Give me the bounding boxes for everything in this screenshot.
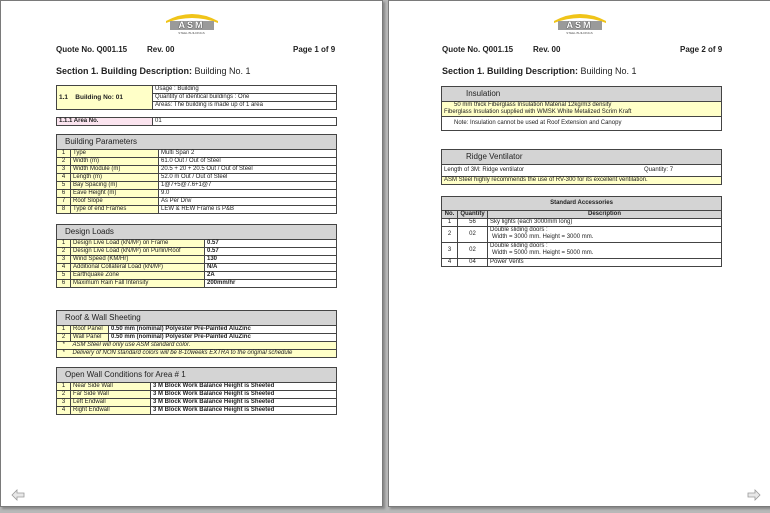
description-line: Double sliding doors : xyxy=(490,227,548,233)
parameter-row xyxy=(57,150,337,158)
row-label: Type xyxy=(71,150,159,158)
accessory-row xyxy=(442,227,722,243)
row-number: 3 xyxy=(57,256,71,264)
row-label: Wind Speed (KM/Hr) xyxy=(71,256,205,264)
row-number: 4 xyxy=(57,407,71,415)
row-value: 3 M Block Work Balance Height is Sheeted xyxy=(151,383,337,391)
row-value: 3 M Block Work Balance Height is Sheeted xyxy=(151,391,337,399)
parameter-row xyxy=(57,190,337,198)
row-number: 5 xyxy=(57,272,71,280)
row-value: 20.5 + 20 + 20.5 Out / Out of Steel xyxy=(159,166,337,174)
open-wall-row xyxy=(57,399,337,407)
row-value: LEW & REW Frame is P&B xyxy=(159,206,337,214)
areas-cell: Areas: The building is made up of 1 area xyxy=(153,102,337,110)
load-row xyxy=(57,248,337,256)
row-number: 1 xyxy=(57,240,71,248)
revision: Rev. 00 xyxy=(533,45,561,54)
row-value: N/A xyxy=(205,264,337,272)
building-label: 1.1 Building No: 01 xyxy=(57,86,153,110)
ridge-ventilator-table xyxy=(441,149,722,185)
row-value: 61.0 Out / Out of Steel xyxy=(159,158,337,166)
row-number: 4 xyxy=(57,174,71,182)
page-number: Page 2 of 9 xyxy=(680,45,723,54)
document-page-1 xyxy=(0,0,383,507)
row-value: 3 M Block Work Balance Height is Sheeted xyxy=(151,407,337,415)
section-title: Section 1. Building Description: Building No. 1 xyxy=(442,66,637,76)
row-number: 4 xyxy=(57,264,71,272)
row-label: Roof Slope xyxy=(71,198,159,206)
sheeting-row xyxy=(57,334,337,342)
row-value: 1@7+5@7.6+1@7 xyxy=(159,182,337,190)
row-number: 1 xyxy=(57,326,71,334)
row-quantity: 56 xyxy=(458,219,488,227)
building-parameters-table xyxy=(56,134,337,214)
parameter-row xyxy=(57,182,337,190)
row-value: As Per Drw xyxy=(159,198,337,206)
accessories-heading: Standard Accessories xyxy=(442,197,722,211)
row-label: Right Endwall xyxy=(71,407,151,415)
load-row xyxy=(57,256,337,264)
document-page-2 xyxy=(388,0,770,507)
standard-accessories-table xyxy=(441,196,722,267)
row-number: 8 xyxy=(57,206,71,214)
open-wall-heading: Open Wall Conditions for Area # 1 xyxy=(57,368,337,383)
row-number: 1 xyxy=(57,383,71,391)
row-label: Design Live Load (kN/M²) on Frame xyxy=(71,240,205,248)
ridge-quantity: Quantity: 7 xyxy=(642,165,721,177)
description-line: Sky lights (each 3000mm long) xyxy=(490,219,573,225)
parameter-row xyxy=(57,198,337,206)
design-loads-table xyxy=(56,224,337,288)
parameter-row xyxy=(57,174,337,182)
description-detail: Width = 5000 mm. Height = 5000 mm. xyxy=(492,250,594,256)
page-number: Page 1 of 9 xyxy=(293,45,336,54)
row-label: Eave Height (m) xyxy=(71,190,159,198)
load-row xyxy=(57,272,337,280)
row-value: 130 xyxy=(205,256,337,264)
row-label: Width (m) xyxy=(71,158,159,166)
row-label: Maximum Rain Fall Intensity xyxy=(71,280,205,288)
row-description xyxy=(488,219,722,227)
ridge-ventilator-heading: Ridge Ventilator xyxy=(442,150,722,165)
insulation-note: Note: Insulation cannot be used at Roof Extension and Canopy xyxy=(442,117,722,131)
design-loads-heading: Design Loads xyxy=(57,225,337,240)
row-number: 2 xyxy=(442,227,458,243)
row-number: 5 xyxy=(57,182,71,190)
row-value: 2A xyxy=(205,272,337,280)
ridge-length: Length of 3M: Ridge ventilator xyxy=(442,165,643,177)
row-label: Additional Collateral Load (kN/M²) xyxy=(71,264,205,272)
row-description xyxy=(488,243,722,259)
row-label: Far Side Wall xyxy=(71,391,151,399)
area-table xyxy=(56,117,337,126)
row-label: Roof Panel xyxy=(71,326,109,334)
row-value: 52.0 m Out / Out of Steel xyxy=(159,174,337,182)
section-title: Section 1. Building Description: Building No. 1 xyxy=(56,66,251,76)
row-number: 2 xyxy=(57,248,71,256)
row-number: 4 xyxy=(442,259,458,267)
row-label: Left Endwall xyxy=(71,399,151,407)
row-quantity: 02 xyxy=(458,243,488,259)
roof-wall-sheeting-table xyxy=(56,310,337,358)
row-value: 0.57 xyxy=(205,248,337,256)
load-row xyxy=(57,280,337,288)
area-value: 01 xyxy=(153,118,337,126)
row-number: 2 xyxy=(57,391,71,399)
parameter-row xyxy=(57,206,337,214)
accessory-row xyxy=(442,219,722,227)
row-description xyxy=(488,259,722,267)
arrow-left-icon[interactable] xyxy=(11,489,25,501)
row-number: 3 xyxy=(442,243,458,259)
col-no: No. xyxy=(442,211,458,219)
row-number: 6 xyxy=(57,190,71,198)
row-number: 2 xyxy=(57,158,71,166)
row-value: 0.57 xyxy=(205,240,337,248)
row-number: 3 xyxy=(57,399,71,407)
row-label: Wall Panel xyxy=(71,334,109,342)
usage-cell: Usage : Building xyxy=(153,86,337,94)
load-row xyxy=(57,264,337,272)
description-line: Power Vents xyxy=(490,259,524,265)
accessory-row xyxy=(442,243,722,259)
row-label: Type of end Frames xyxy=(71,206,159,214)
open-wall-row xyxy=(57,391,337,399)
row-value: 9.0 xyxy=(159,190,337,198)
row-number: 6 xyxy=(57,280,71,288)
row-number: 1 xyxy=(442,219,458,227)
open-wall-row xyxy=(57,407,337,415)
parameter-row xyxy=(57,158,337,166)
row-label: Width Module (m) xyxy=(71,166,159,174)
row-number: 2 xyxy=(57,334,71,342)
note-text: ASM Steel will only use ASM standard color. xyxy=(71,342,337,350)
row-label: Design Live Load (kN/M²) on Purlin/Roof xyxy=(71,248,205,256)
insulation-line-2: Fiberglass Insulation supplied with WMSK White Metalized Scrim Kraft xyxy=(442,109,722,117)
row-label: Near Side Wall xyxy=(71,383,151,391)
row-value: 0.50 mm (nominal) Polyester Pre-Painted AluZinc xyxy=(109,326,337,334)
sheeting-note: * Delivery of NON standard colors will be 8-10weeks EXTRA to the original schedule xyxy=(57,350,337,358)
row-number: 3 xyxy=(57,166,71,174)
row-description xyxy=(488,227,722,243)
note-text: Delivery of NON standard colors will be 8-10weeks EXTRA to the original schedule xyxy=(71,350,337,358)
quote-number: Quote No. Q001.15 xyxy=(442,45,514,54)
quote-number: Quote No. Q001.15 xyxy=(56,45,128,54)
roof-wall-heading: Roof & Wall Sheeting xyxy=(57,311,337,326)
load-row xyxy=(57,240,337,248)
col-description: Description xyxy=(488,211,722,219)
insulation-table xyxy=(441,86,722,131)
parameter-row xyxy=(57,166,337,174)
insulation-line-1: 50 mm thick Fiberglass Insulation Material 12kg/m3 density xyxy=(442,102,722,110)
row-number: 1 xyxy=(57,150,71,158)
description-line: Double sliding doors : xyxy=(490,243,548,249)
row-value: Multi Span 2 xyxy=(159,150,337,158)
insulation-heading: Insulation xyxy=(442,87,722,102)
row-value: 200mm/hr xyxy=(205,280,337,288)
open-wall-row xyxy=(57,383,337,391)
sheeting-note: * ASM Steel will only use ASM standard color. xyxy=(57,342,337,350)
sheeting-row xyxy=(57,326,337,334)
arrow-right-icon[interactable] xyxy=(747,489,761,501)
open-wall-conditions-table xyxy=(56,367,337,415)
description-detail: Width = 3000 mm. Height = 3000 mm. xyxy=(492,234,594,240)
col-quantity: Quantity xyxy=(458,211,488,219)
row-label: Earthquake Zone xyxy=(71,272,205,280)
row-value: 0.50 mm (nominal) Polyester Pre-Painted AluZinc xyxy=(109,334,337,342)
area-label: 1.1.1 Area No. xyxy=(57,118,153,126)
revision: Rev. 00 xyxy=(147,45,175,54)
building-parameters-heading: Building Parameters xyxy=(57,135,337,150)
accessory-row xyxy=(442,259,722,267)
asm-logo: ASM STEEL BUILDINGS xyxy=(164,11,220,37)
ridge-note: ASM Steel highly recommends the use of RV-300 for its excellent ventilation. xyxy=(442,177,722,185)
row-quantity: 04 xyxy=(458,259,488,267)
row-value: 3 M Block Work Balance Height is Sheeted xyxy=(151,399,337,407)
row-label: Bay Spacing (m) xyxy=(71,182,159,190)
row-quantity: 02 xyxy=(458,227,488,243)
asm-logo: ASM STEEL BUILDINGS xyxy=(552,11,608,37)
row-number: 7 xyxy=(57,198,71,206)
quantity-cell: Quantity of identical buildings : One xyxy=(153,94,337,102)
row-label: Length (m) xyxy=(71,174,159,182)
building-info-table xyxy=(56,85,337,110)
